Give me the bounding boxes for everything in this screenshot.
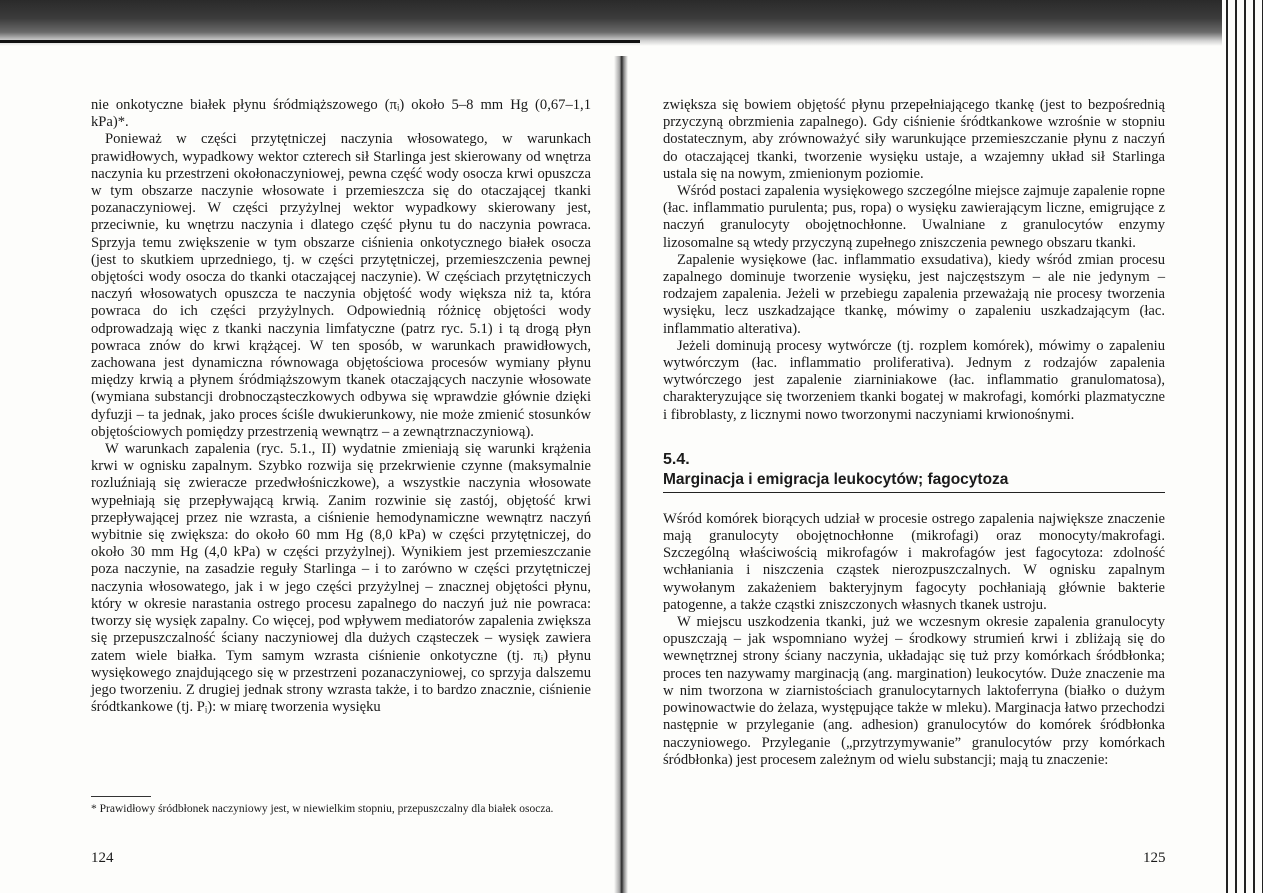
right-paragraph: Zapalenie wysiękowe (łac. inflammatio exsudativa), kiedy wśród zmian procesu zapalnego dominuje tworzenie wysięku, jest najczęstszym – ale nie jedynym – rodzajem zapalenia. Jeżeli w przebiegu zapalenia przeważają nie procesy tworzenia wysięku, lecz uszkadzające tkankę, mówimy o zapaleniu uszkadzającym (łac. inflammatio alterativa). [663, 251, 1165, 337]
right-paragraph: zwiększa się bowiem objętość płynu przepełniającego tkankę (jest to bezpośrednią przyczyną obrzmienia zapalnego). Gdy ciśnienie śródtkankowe wzrośnie w stopniu dostatecznym, aby zrównoważyć siły warunkujące przemieszczanie płynu z naczyń do otaczającej tkanki, tworzenie wysięku ustaje, a wzajemny układ sił Starlinga ustala się na nowym, zmienionym poziomie. [663, 97, 1165, 182]
scan-top-rule [0, 40, 640, 43]
footnote-rule [91, 796, 151, 797]
left-paragraph: Ponieważ w części przytętniczej naczynia włosowatego, w warunkach prawidłowych, wypadkowy wektor czterech sił Starlinga jest skierowany od wnętrza naczynia ku przestrzeni okołonaczyniowej, pewna część wody osocza krwi opuszcza w tym obszarze naczynie włosowate i przemieszcza się do otaczającej tkanki pozanaczyniowej. W części przyżylnej wektor wypadkowy skierowany jest, przeciwnie, ku wnętrzu naczynia i dlatego część płynu tu do naczynia powraca. Sprzyja temu zwiększenie w tym obszarze ciśnienia onkotycznego białek osocza (jest to skutkiem uprzedniego, tj. w części przytętniczej, przemieszczenia pewnej objętości wody osocza do tkanki otaczającej naczynie). W częściach przytętniczych naczyń włosowatych opuszcza te naczynia objętość wody większa niż ta, która powraca do ich części przyżylnych. Odpowiednią różnicę objętości wody odprowadzają więc z tkanki naczynia limfatyczne (patrz ryc. 5.1) i tą drogą płyn powraca znów do krwi krążącej. W ten sposób, w warunkach prawidłowych, zachowana jest dynamiczna równowaga objętościowa procesów wymiany płynu między krwią a płynem śródmiąższowym tkanek otaczających naczynie włosowate (wymiana substancji drobnocząsteczkowych odbywa się wprawdzie głównie dzięki dyfuzji – ta jednak, jako proces ściśle dwukierunkowy, nie może zmienić stosunków objętościowych pomiędzy przestrzenią wewnątrz – a zewnątrznaczyniową). [91, 131, 591, 440]
scan-top-edge [0, 0, 1263, 46]
left-paragraph: nie onkotyczne białek płynu śródmiąższowego (πᵢ) około 5–8 mm Hg (0,67–1,1 kPa)*. [91, 97, 591, 131]
right-paragraph: Jeżeli dominują procesy wytwórcze (tj. rozplem komórek), mówimy o zapaleniu wytwórczym (łac. inflammatio proliferativa). Jednym z rodzajów zapalenia wytwórczego jest zapalenie ziarniniakowe (łac. inflammatio granulomatosa), charakteryzujące się tworzeniem tkanki bogatej w makrofagi, komórki plazmatyczne i fibroblasty, z licznymi nowo tworzonymi naczyniami krwionośnymi. [663, 337, 1165, 423]
section-body [663, 511, 1165, 769]
page-number-left: 124 [91, 850, 114, 866]
section-heading [663, 450, 1165, 493]
right-paragraph: Wśród postaci zapalenia wysiękowego szczególne miejsce zajmuje zapalenie ropne (łac. inflammatio purulenta; pus, ropa) o wysięku zawierającym liczne, emigrujące z naczyń granulocyty obojętnochłonne. Uwalniane z granulocytów enzymy lizosomalne są wtedy przyczyną zupełnego zniszczenia pewnego obszaru tkanki. [663, 183, 1165, 251]
right-page-body [663, 97, 1165, 769]
page-edge-stack [1222, 0, 1263, 893]
page-number-right: 125 [1143, 850, 1166, 866]
left-page-body [91, 97, 591, 716]
book-gutter [614, 56, 628, 893]
footnote [91, 802, 591, 816]
right-paragraph: Wśród komórek biorących udział w procesie ostrego zapalenia największe znaczenie mają granulocyty obojętnochłonne (mikrofagi) oraz monocyty/makrofagi. Szczególną właściwością mikrofagów i makrofagów jest fagocytoza: zdolność wchłaniania i niszczenia cząstek nierozpuszczalnych. W ognisku zapalnym wywołanym zakażeniem bakteryjnym fagocyty pochłaniają głównie bakterie patogenne, a także cząstki zniszczonych własnych tkanek ustroju. [663, 510, 1165, 613]
right-paragraph: W miejscu uszkodzenia tkanki, już we wczesnym okresie zapalenia granulocyty opuszczają – jak wspomniano wyżej – środkowy strumień krwi i zbliżają się do wewnętrznej strony ściany naczynia, układając się tuż przy komórkach śródbłonka; proces ten nazywamy marginacją (ang. margination) leukocytów. Duże znaczenie ma w nim tworzona w ziarnistościach granulocytarnych laktoferryna (białko o dużym powinowactwie do żelaza, występujące także w mleku). Marginacja łatwo przechodzi następnie w przyleganie (ang. adhesion) granulocytów do komórek śródbłonka naczyniowego. Przyleganie („przytrzymywanie” granulocytów przy komórkach śródbłonka) jest procesem zależnym od wielu substancji; mają tu znaczenie: [663, 614, 1165, 768]
left-paragraph: W warunkach zapalenia (ryc. 5.1., II) wydatnie zmieniają się warunki krążenia krwi w ognisku zapalnym. Szybko rozwija się przekrwienie czynne (maksymalnie rozluźniają się zwieracze przedwłośniczkowe), a wszystkie naczynia włosowate wypełniają się przepływającą krwią. Zanim rozwinie się zastój, objętość krwi przepływającej przez nie wzrasta, a ciśnienie hemodynamiczne wewnątrz naczyń wybitnie się zwiększa: do około 60 mm Hg (8,0 kPa) w części przytętniczej, do około 30 mm Hg (4,0 kPa) w części przyżylnej). Wynikiem jest przemieszczanie poza naczynie, na zasadzie reguły Starlinga – i to zarówno w części przytętniczej naczynia włosowatego, jak i w jego części przyżylnej – znacznej objętości płynu, który w okresie narastania ostrego procesu zapalnego do naczyń już nie powraca: tworzy się wysięk zapalny. Co więcej, pod wpływem mediatorów zapalenia zwiększa się przepuszczalność ściany naczyniowej dla dużych cząsteczek – wysięk zawiera zatem wiele białka. Tym samym wzrasta ciśnienie onkotyczne (tj. πᵢ) płynu wysiękowego znajdującego się w przestrzeni pozanaczyniowej, co sprzyja dalszemu jego tworzeniu. Z drugiej jednak strony wzrasta także, i to bardzo znacznie, ciśnienie śródtkankowe (tj. Pᵢ): w miarę tworzenia wysięku [91, 441, 591, 716]
section-title: Marginacja i emigracja leukocytów; fagocytoza [663, 470, 1165, 493]
footnote-text: * Prawidłowy śródbłonek naczyniowy jest, w niewielkim stopniu, przepuszczalny dla białek osocza. [91, 803, 554, 815]
section-number: 5.4. [663, 450, 690, 468]
